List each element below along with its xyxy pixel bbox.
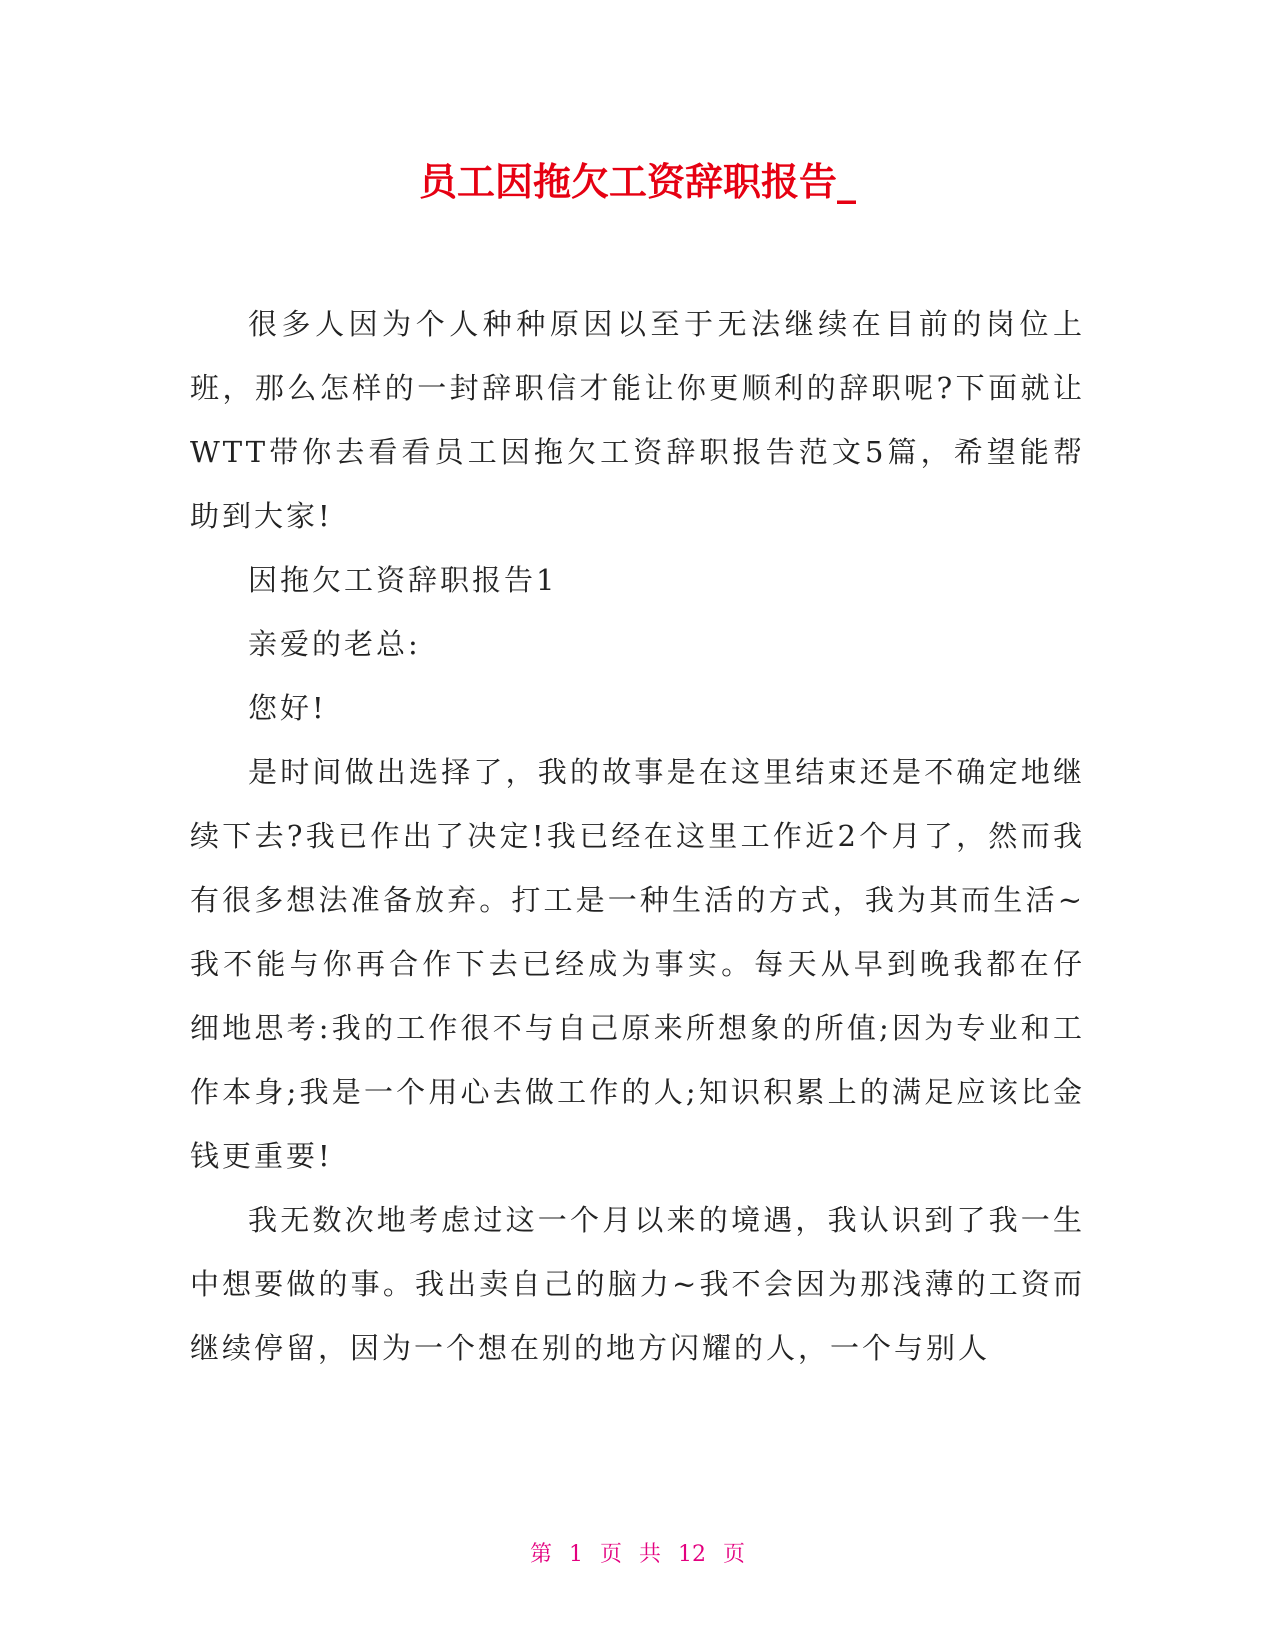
paragraph-body-2: 我无数次地考虑过这一个月以来的境遇，我认识到了我一生中想要做的事。我出卖自己的脑力~我不会因为那浅薄的工资而继续停留，因为一个想在别的地方闪耀的人，一个与别人 (190, 1203, 1085, 1365)
document-title: 员工因拖欠工资辞职报告_ (418, 160, 856, 204)
paragraph-greeting: 您好! (248, 691, 327, 725)
paragraph-salutation: 亲爱的老总: (248, 627, 421, 661)
paragraph-section-heading: 因拖欠工资辞职报告1 (248, 563, 558, 597)
paragraph-body-1: 是时间做出选择了，我的故事是在这里结束还是不确定地继续下去?我已作出了决定!我已经在这里工作近2个月了，然而我有很多想法准备放弃。打工是一种生活的方式，我为其而生活~我不能与你再合作下去已经成为事实。每天从早到晚我都在仔细地思考:我的工作很不与自己原来所想象的所值;因为专业和工作本身;我是一个用心去做工作的人;知识积累上的满足应该比金钱更重要! (190, 755, 1085, 1173)
page-number-footer: 第 1 页 共 12 页 (530, 1542, 745, 1567)
paragraph-intro: 很多人因为个人种种原因以至于无法继续在目前的岗位上班，那么怎样的一封辞职信才能让你更顺利的辞职呢?下面就让WTT带你去看看员工因拖欠工资辞职报告范文5篇，希望能帮助到大家! (190, 307, 1085, 533)
document-body (190, 292, 1085, 1380)
